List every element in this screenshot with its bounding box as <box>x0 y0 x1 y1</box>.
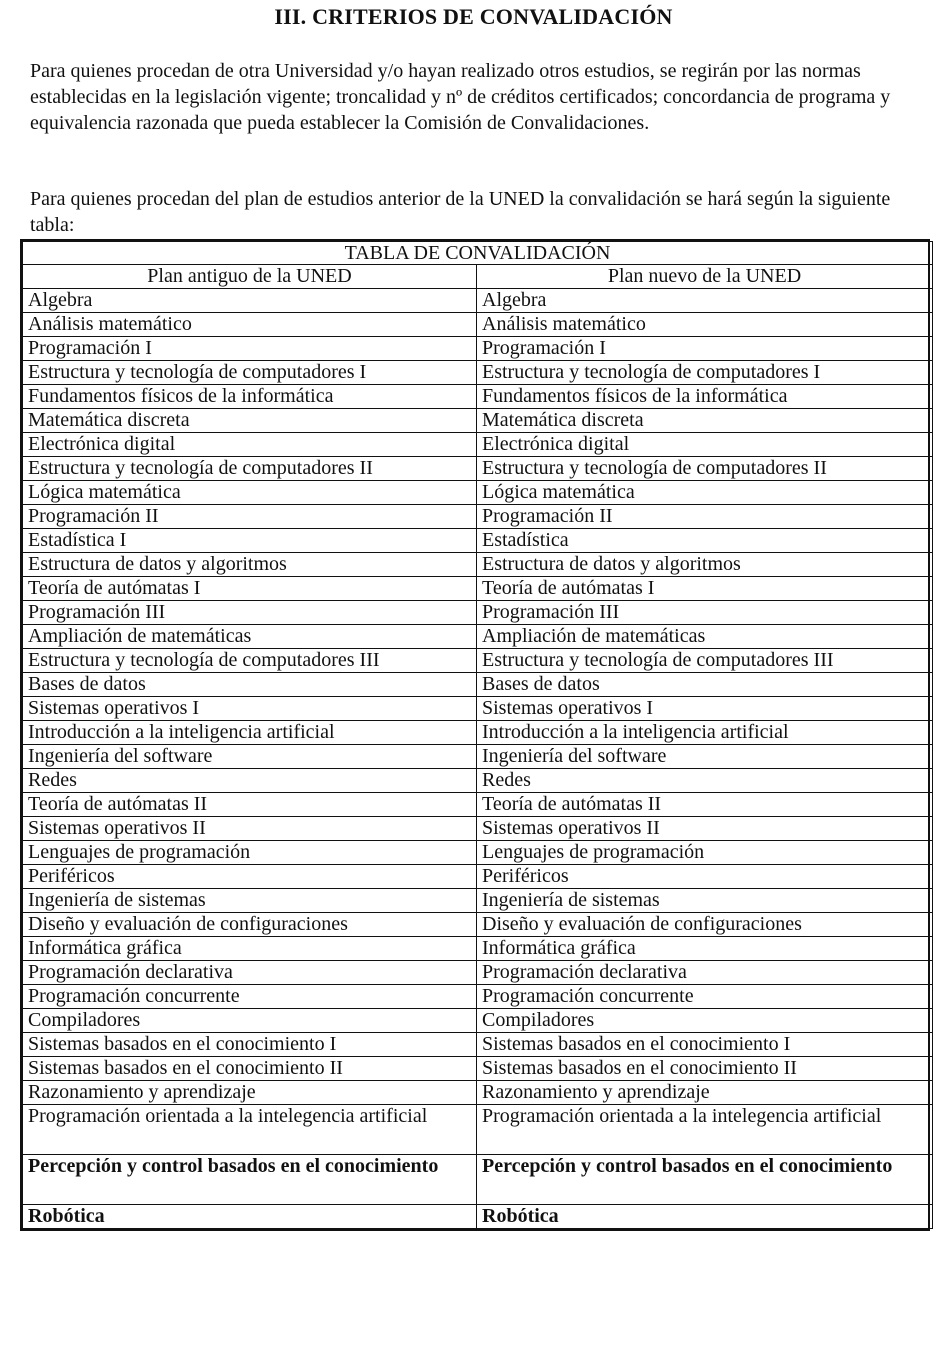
new-plan-subject: Ampliación de matemáticas <box>477 625 933 649</box>
section-title: III. CRITERIOS DE CONVALIDACIÓN <box>274 4 673 29</box>
table-row <box>23 865 933 889</box>
old-plan-subject: Diseño y evaluación de configuraciones <box>23 913 477 937</box>
table-row <box>23 601 933 625</box>
new-plan-subject: Estructura y tecnología de computadores III <box>477 649 933 673</box>
table-row <box>23 1105 933 1155</box>
table-row <box>23 1057 933 1081</box>
table-row <box>23 289 933 313</box>
table-row <box>23 505 933 529</box>
old-plan-subject: Programación I <box>23 337 477 361</box>
new-plan-subject: Matemática discreta <box>477 409 933 433</box>
new-plan-subject: Informática gráfica <box>477 937 933 961</box>
table-row <box>23 817 933 841</box>
old-plan-subject: Ingeniería de sistemas <box>23 889 477 913</box>
table-row <box>23 961 933 985</box>
old-plan-subject: Algebra <box>23 289 477 313</box>
new-plan-subject: Estructura de datos y algoritmos <box>477 553 933 577</box>
old-plan-subject: Estructura y tecnología de computadores I <box>23 361 477 385</box>
old-plan-subject: Compiladores <box>23 1009 477 1033</box>
old-plan-subject: Bases de datos <box>23 673 477 697</box>
new-plan-subject: Compiladores <box>477 1009 933 1033</box>
table-row <box>23 913 933 937</box>
old-plan-subject: Periféricos <box>23 865 477 889</box>
column-header-old-plan: Plan antiguo de la UNED <box>23 265 477 289</box>
old-plan-subject: Informática gráfica <box>23 937 477 961</box>
old-plan-subject: Teoría de autómatas II <box>23 793 477 817</box>
old-plan-subject: Robótica <box>23 1205 477 1229</box>
convalidation-table <box>20 239 930 1231</box>
column-header-new-plan: Plan nuevo de la UNED <box>477 265 933 289</box>
table-row <box>23 985 933 1009</box>
new-plan-subject: Programación I <box>477 337 933 361</box>
table-row <box>23 385 933 409</box>
table-row <box>23 529 933 553</box>
new-plan-subject: Lógica matemática <box>477 481 933 505</box>
new-plan-subject: Fundamentos físicos de la informática <box>477 385 933 409</box>
old-plan-subject: Sistemas operativos I <box>23 697 477 721</box>
new-plan-subject: Introducción a la inteligencia artificial <box>477 721 933 745</box>
table-row <box>23 457 933 481</box>
old-plan-subject: Matemática discreta <box>23 409 477 433</box>
new-plan-subject: Percepción y control basados en el conocimiento <box>477 1155 933 1205</box>
new-plan-subject: Ingeniería de sistemas <box>477 889 933 913</box>
table-row <box>23 721 933 745</box>
old-plan-subject: Programación II <box>23 505 477 529</box>
old-plan-subject: Teoría de autómatas I <box>23 577 477 601</box>
old-plan-subject: Programación concurrente <box>23 985 477 1009</box>
table-row <box>23 1009 933 1033</box>
table-row <box>23 649 933 673</box>
table-row <box>23 553 933 577</box>
new-plan-subject: Programación II <box>477 505 933 529</box>
old-plan-subject: Programación III <box>23 601 477 625</box>
table-row <box>23 433 933 457</box>
new-plan-subject: Estructura y tecnología de computadores I <box>477 361 933 385</box>
old-plan-subject: Fundamentos físicos de la informática <box>23 385 477 409</box>
new-plan-subject: Electrónica digital <box>477 433 933 457</box>
table-row <box>23 577 933 601</box>
table-row <box>23 625 933 649</box>
table-row <box>23 673 933 697</box>
old-plan-subject: Lógica matemática <box>23 481 477 505</box>
table-row <box>23 697 933 721</box>
table-row <box>23 889 933 913</box>
old-plan-subject: Estructura y tecnología de computadores III <box>23 649 477 673</box>
old-plan-subject: Electrónica digital <box>23 433 477 457</box>
old-plan-subject: Estructura y tecnología de computadores II <box>23 457 477 481</box>
old-plan-subject: Programación declarativa <box>23 961 477 985</box>
new-plan-subject: Sistemas operativos I <box>477 697 933 721</box>
old-plan-subject: Lenguajes de programación <box>23 841 477 865</box>
paragraph-other-universities: Para quienes procedan de otra Universidad y/o hayan realizado otros estudios, se regirán por las normas establecidas en la legislación vigente; troncalidad y nº de créditos certificados; concordancia de programa y equivalencia razonada que pueda establecer la Comisión de Convalidaciones. <box>30 60 891 134</box>
new-plan-subject: Diseño y evaluación de configuraciones <box>477 913 933 937</box>
old-plan-subject: Ingeniería del software <box>23 745 477 769</box>
new-plan-subject: Ingeniería del software <box>477 745 933 769</box>
new-plan-subject: Análisis matemático <box>477 313 933 337</box>
old-plan-subject: Sistemas operativos II <box>23 817 477 841</box>
table-row <box>23 1205 933 1229</box>
old-plan-subject: Estructura de datos y algoritmos <box>23 553 477 577</box>
old-plan-subject: Análisis matemático <box>23 313 477 337</box>
old-plan-subject: Sistemas basados en el conocimiento II <box>23 1057 477 1081</box>
new-plan-subject: Periféricos <box>477 865 933 889</box>
old-plan-subject: Razonamiento y aprendizaje <box>23 1081 477 1105</box>
old-plan-subject: Programación orientada a la intelegencia artificial <box>23 1105 477 1155</box>
new-plan-subject: Bases de datos <box>477 673 933 697</box>
new-plan-subject: Teoría de autómatas II <box>477 793 933 817</box>
table-row <box>23 1033 933 1057</box>
table-row <box>23 769 933 793</box>
new-plan-subject: Robótica <box>477 1205 933 1229</box>
new-plan-subject: Programación orientada a la intelegencia artificial <box>477 1105 933 1155</box>
table-row <box>23 361 933 385</box>
table-row <box>23 841 933 865</box>
old-plan-subject: Sistemas basados en el conocimiento I <box>23 1033 477 1057</box>
new-plan-subject: Sistemas basados en el conocimiento I <box>477 1033 933 1057</box>
new-plan-subject: Programación III <box>477 601 933 625</box>
old-plan-subject: Introducción a la inteligencia artificial <box>23 721 477 745</box>
table-row <box>23 745 933 769</box>
paragraph-previous-plan: Para quienes procedan del plan de estudios anterior de la UNED la convalidación se hará según la siguiente tabla: <box>30 188 891 236</box>
table-row <box>23 409 933 433</box>
old-plan-subject: Estadística I <box>23 529 477 553</box>
new-plan-subject: Programación concurrente <box>477 985 933 1009</box>
new-plan-subject: Lenguajes de programación <box>477 841 933 865</box>
new-plan-subject: Estructura y tecnología de computadores II <box>477 457 933 481</box>
old-plan-subject: Ampliación de matemáticas <box>23 625 477 649</box>
table-row <box>23 793 933 817</box>
table-row <box>23 481 933 505</box>
new-plan-subject: Teoría de autómatas I <box>477 577 933 601</box>
table-row <box>23 1081 933 1105</box>
new-plan-subject: Sistemas basados en el conocimiento II <box>477 1057 933 1081</box>
old-plan-subject: Redes <box>23 769 477 793</box>
table-row <box>23 937 933 961</box>
new-plan-subject: Programación declarativa <box>477 961 933 985</box>
table-row <box>23 313 933 337</box>
new-plan-subject: Redes <box>477 769 933 793</box>
new-plan-subject: Algebra <box>477 289 933 313</box>
new-plan-subject: Sistemas operativos II <box>477 817 933 841</box>
old-plan-subject: Percepción y control basados en el conocimiento <box>23 1155 477 1205</box>
table-row <box>23 1155 933 1205</box>
table-body <box>23 289 933 1229</box>
new-plan-subject: Estadística <box>477 529 933 553</box>
table-row <box>23 337 933 361</box>
table-caption: TABLA DE CONVALIDACIÓN <box>23 242 933 265</box>
new-plan-subject: Razonamiento y aprendizaje <box>477 1081 933 1105</box>
